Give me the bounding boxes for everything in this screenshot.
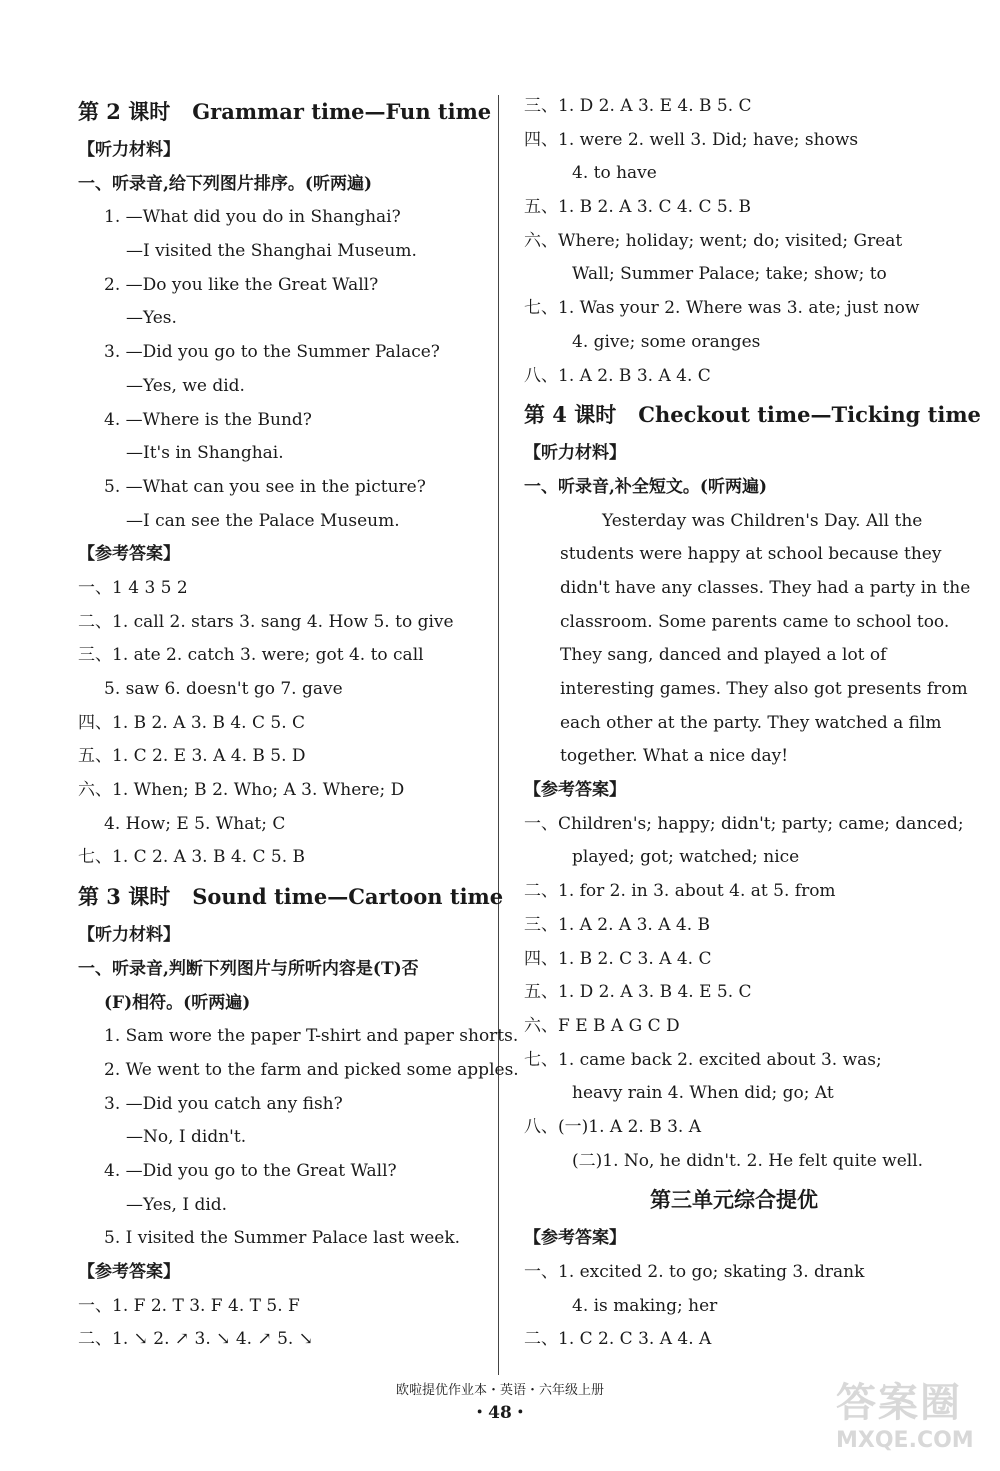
dialogue-line: —Yes, we did. bbox=[126, 375, 245, 396]
lesson-title: Grammar time—Fun time bbox=[192, 99, 492, 124]
listening-material-tag: 【听力材料】 bbox=[78, 140, 180, 160]
answer-line: 二、1. C 2. C 3. A 4. A bbox=[524, 1329, 712, 1350]
passage-line: They sang, danced and played a lot of bbox=[560, 645, 887, 666]
answer-line: 六、Where; holiday; went; do; visited; Great bbox=[524, 230, 903, 251]
lesson-title: Checkout time—Ticking time bbox=[638, 402, 981, 428]
lesson-number: 第 3 课时 bbox=[78, 884, 171, 910]
watermark bbox=[836, 1371, 986, 1461]
answer-line: 二、1. for 2. in 3. about 4. at 5. from bbox=[524, 881, 836, 902]
unit-3-review-heading: 第三单元综合提优 bbox=[650, 1187, 818, 1213]
answer-line: 四、1. B 2. C 3. A 4. C bbox=[524, 948, 712, 969]
dialogue-line: 4. —Did you go to the Great Wall? bbox=[104, 1160, 397, 1181]
question-heading: 一、听录音,给下列图片排序。(听两遍) bbox=[78, 173, 373, 194]
watermark-url: MXQE.COM bbox=[836, 1428, 974, 1453]
answer-line: Wall; Summer Palace; take; show; to bbox=[572, 264, 887, 285]
dialogue-line: —No, I didn't. bbox=[126, 1127, 247, 1148]
dialogue-line: 2. —Do you like the Great Wall? bbox=[104, 274, 379, 295]
dialogue-line: 3. —Did you go to the Summer Palace? bbox=[104, 342, 440, 363]
answer-line: 五、1. C 2. E 3. A 4. B 5. D bbox=[78, 746, 306, 767]
passage-line: interesting games. They also got presents from bbox=[560, 679, 968, 699]
answer-line: played; got; watched; nice bbox=[572, 847, 800, 868]
answer-line: 三、1. ate 2. catch 3. were; got 4. to call bbox=[78, 645, 424, 666]
answer-line: 七、1. C 2. A 3. B 4. C 5. B bbox=[78, 847, 306, 868]
lesson-4-heading bbox=[524, 393, 981, 437]
answer-key-tag: 【参考答案】 bbox=[78, 1262, 180, 1282]
answer-line: 七、1. Was your 2. Where was 3. ate; just now bbox=[524, 298, 920, 319]
answer-line: 七、1. came back 2. excited about 3. was; bbox=[524, 1049, 882, 1070]
answer-line: 六、1. When; B 2. Who; A 3. Where; D bbox=[78, 780, 405, 801]
answer-line: heavy rain 4. When did; go; At bbox=[572, 1083, 834, 1104]
answer-key-tag: 【参考答案】 bbox=[524, 1228, 626, 1249]
right-column bbox=[524, 90, 981, 1357]
dialogue-line: —Yes, I did. bbox=[126, 1194, 228, 1215]
dialogue-line: 3. —Did you catch any fish? bbox=[104, 1093, 343, 1114]
question-heading: 一、听录音,补全短文。(听两遍) bbox=[524, 476, 768, 497]
dialogue-line: 1. Sam wore the paper T-shirt and paper shorts. bbox=[104, 1026, 519, 1047]
answer-line: 4. How; E 5. What; C bbox=[104, 813, 286, 834]
dialogue-line: —I can see the Palace Museum. bbox=[126, 510, 400, 531]
column-divider bbox=[498, 95, 499, 1375]
answer-line: 二、1. ↘ 2. ↗ 3. ↘ 4. ↗ 5. ↘ bbox=[78, 1329, 313, 1350]
passage-line: classroom. Some parents came to school too. bbox=[560, 611, 950, 632]
lesson-2-heading bbox=[78, 90, 490, 134]
lesson-title: Sound time—Cartoon time bbox=[192, 884, 504, 910]
dialogue-line: 5. —What can you see in the picture? bbox=[104, 476, 426, 497]
dialogue-line: —I visited the Shanghai Museum. bbox=[126, 241, 417, 262]
lesson-number: 第 2 课时 bbox=[78, 99, 171, 124]
answer-line: 4. is making; her bbox=[572, 1295, 718, 1316]
answer-key-tag: 【参考答案】 bbox=[78, 544, 180, 565]
answer-line: 八、(一)1. A 2. B 3. A bbox=[524, 1116, 701, 1137]
dialogue-line: 5. I visited the Summer Palace last week. bbox=[104, 1228, 461, 1249]
answer-line: 五、1. D 2. A 3. B 4. E 5. C bbox=[524, 982, 752, 1003]
answer-line: 八、1. A 2. B 3. A 4. C bbox=[524, 365, 711, 386]
answer-line: 三、1. A 2. A 3. A 4. B bbox=[524, 914, 711, 935]
left-column bbox=[78, 90, 519, 1357]
dialogue-line: —It's in Shanghai. bbox=[126, 443, 284, 464]
question-heading: (F)相符。(听两遍) bbox=[104, 992, 251, 1013]
question-heading: 一、听录音,判断下列图片与所听内容是(T)否 bbox=[78, 958, 419, 979]
lesson-number: 第 4 课时 bbox=[524, 402, 617, 428]
answer-line: 5. saw 6. doesn't go 7. gave bbox=[104, 679, 343, 699]
passage-line: students were happy at school because they bbox=[560, 544, 942, 565]
listening-material-tag: 【听力材料】 bbox=[78, 925, 180, 946]
answer-line: 一、1. F 2. T 3. F 4. T 5. F bbox=[78, 1295, 300, 1316]
page-number: ・48・ bbox=[471, 1403, 529, 1423]
answer-line: 一、1 4 3 5 2 bbox=[78, 577, 188, 598]
passage-line: didn't have any classes. They had a party in the bbox=[560, 577, 971, 598]
answer-key-tag: 【参考答案】 bbox=[524, 780, 626, 801]
dialogue-line: 1. —What did you do in Shanghai? bbox=[104, 207, 401, 228]
passage-line: together. What a nice day! bbox=[560, 746, 789, 767]
answer-line: 六、F E B A G C D bbox=[524, 1015, 680, 1036]
answer-line: 二、1. call 2. stars 3. sang 4. How 5. to give bbox=[78, 611, 454, 632]
answer-line: 4. give; some oranges bbox=[572, 331, 761, 352]
lesson-3-heading bbox=[78, 875, 504, 919]
dialogue-line: 4. —Where is the Bund? bbox=[104, 409, 312, 430]
book-title: 欧啦提优作业本・英语・六年级上册 bbox=[395, 1383, 604, 1398]
answer-line: 4. to have bbox=[572, 163, 657, 184]
answer-line: 一、Children's; happy; didn't; party; came; danced; bbox=[524, 813, 964, 834]
answer-line: 三、1. D 2. A 3. E 4. B 5. C bbox=[524, 96, 752, 116]
passage-line: Yesterday was Children's Day. All the bbox=[602, 510, 923, 531]
listening-material-tag: 【听力材料】 bbox=[524, 443, 626, 464]
passage-line: each other at the party. They watched a film bbox=[560, 712, 942, 733]
passage bbox=[524, 505, 971, 775]
watermark-logo: 答案圈 bbox=[836, 1380, 962, 1426]
dialogue-line: —Yes. bbox=[126, 308, 177, 329]
answer-line: 四、1. B 2. A 3. B 4. C 5. C bbox=[78, 712, 306, 733]
answer-line: 四、1. were 2. well 3. Did; have; shows bbox=[524, 129, 859, 150]
answer-line: 五、1. B 2. A 3. C 4. C 5. B bbox=[524, 197, 752, 218]
dialogue-line: 2. We went to the farm and picked some apples. bbox=[104, 1059, 519, 1080]
answer-line: (二)1. No, he didn't. 2. He felt quite well. bbox=[572, 1150, 924, 1171]
answer-line: 一、1. excited 2. to go; skating 3. drank bbox=[524, 1262, 865, 1282]
